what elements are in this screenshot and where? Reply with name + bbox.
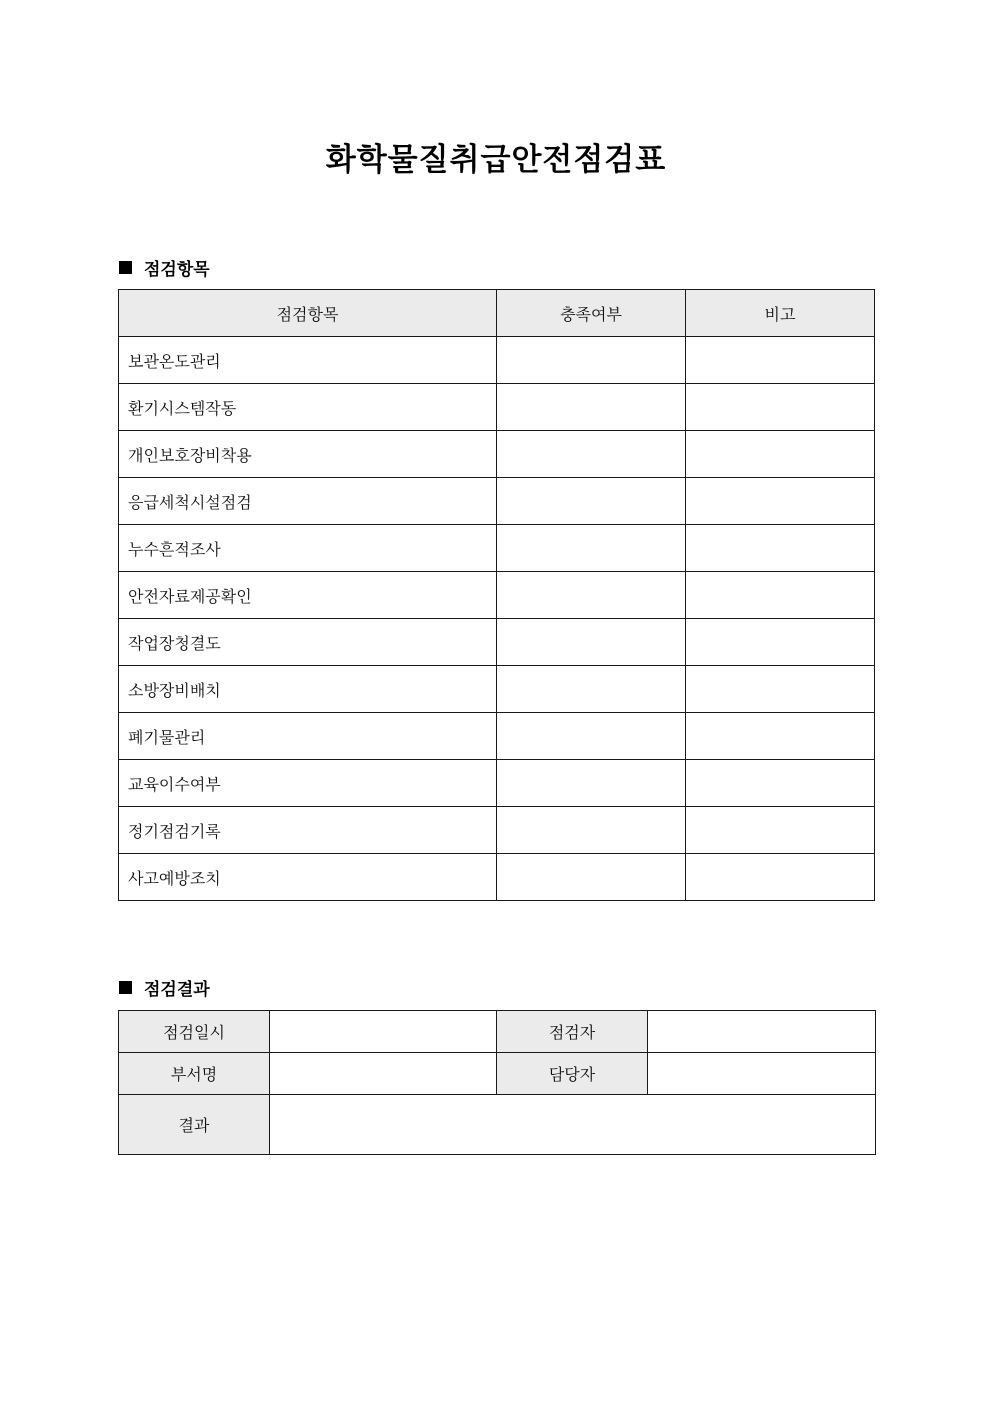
- table-row: [119, 619, 875, 666]
- item-cell: 사고예방조치: [119, 854, 497, 901]
- item-cell: 폐기물관리: [119, 713, 497, 760]
- square-bullet-icon: [119, 981, 132, 994]
- table-row: [119, 431, 875, 478]
- note-cell[interactable]: [686, 666, 875, 713]
- status-cell[interactable]: [497, 384, 686, 431]
- inspector-label: 점검자: [497, 1011, 648, 1053]
- table-row: [119, 384, 875, 431]
- document-title: 화학물질취급안전점검표: [325, 142, 667, 178]
- table-row: [119, 1011, 876, 1053]
- date-label: 점검일시: [119, 1011, 270, 1053]
- item-cell: 작업장청결도: [119, 619, 497, 666]
- table-row: [119, 1053, 876, 1095]
- table-row: [119, 713, 875, 760]
- column-header-note: 비고: [686, 290, 875, 337]
- note-cell[interactable]: [686, 713, 875, 760]
- section-heading-label: 점검항목: [144, 260, 210, 280]
- table-row: [119, 478, 875, 525]
- table-row: [119, 666, 875, 713]
- status-cell[interactable]: [497, 431, 686, 478]
- note-cell[interactable]: [686, 478, 875, 525]
- results-table: [118, 1010, 876, 1155]
- status-cell[interactable]: [497, 619, 686, 666]
- note-cell[interactable]: [686, 619, 875, 666]
- status-cell[interactable]: [497, 713, 686, 760]
- department-label: 부서명: [119, 1053, 270, 1095]
- status-cell[interactable]: [497, 337, 686, 384]
- table-row: [119, 1095, 876, 1155]
- note-cell[interactable]: [686, 337, 875, 384]
- column-header-status: 충족여부: [497, 290, 686, 337]
- item-cell: 교육이수여부: [119, 760, 497, 807]
- manager-field[interactable]: [648, 1053, 876, 1095]
- table-row: [119, 807, 875, 854]
- table-row: [119, 760, 875, 807]
- status-cell[interactable]: [497, 525, 686, 572]
- item-cell: 누수흔적조사: [119, 525, 497, 572]
- table-row: [119, 337, 875, 384]
- status-cell[interactable]: [497, 807, 686, 854]
- status-cell[interactable]: [497, 572, 686, 619]
- item-cell: 안전자료제공확인: [119, 572, 497, 619]
- check-items-table: [118, 289, 875, 901]
- section-heading-check-items: [119, 255, 210, 280]
- table-header-row: [119, 290, 875, 337]
- item-cell: 개인보호장비착용: [119, 431, 497, 478]
- note-cell[interactable]: [686, 760, 875, 807]
- note-cell[interactable]: [686, 384, 875, 431]
- note-cell[interactable]: [686, 854, 875, 901]
- department-field[interactable]: [270, 1053, 497, 1095]
- note-cell[interactable]: [686, 807, 875, 854]
- item-cell: 정기점검기록: [119, 807, 497, 854]
- square-bullet-icon: [119, 261, 132, 274]
- section-heading-results: [119, 975, 210, 1000]
- date-field[interactable]: [270, 1011, 497, 1053]
- item-cell: 응급세척시설점검: [119, 478, 497, 525]
- manager-label: 담당자: [497, 1053, 648, 1095]
- note-cell[interactable]: [686, 525, 875, 572]
- status-cell[interactable]: [497, 760, 686, 807]
- note-cell[interactable]: [686, 572, 875, 619]
- column-header-item: 점검항목: [119, 290, 497, 337]
- inspector-field[interactable]: [648, 1011, 876, 1053]
- item-cell: 보관온도관리: [119, 337, 497, 384]
- note-cell[interactable]: [686, 431, 875, 478]
- result-field[interactable]: [270, 1095, 876, 1155]
- table-row: [119, 572, 875, 619]
- status-cell[interactable]: [497, 666, 686, 713]
- result-label: 결과: [119, 1095, 270, 1155]
- status-cell[interactable]: [497, 854, 686, 901]
- table-row: [119, 854, 875, 901]
- section-heading-label: 점검결과: [144, 980, 210, 1000]
- status-cell[interactable]: [497, 478, 686, 525]
- table-row: [119, 525, 875, 572]
- item-cell: 환기시스템작동: [119, 384, 497, 431]
- item-cell: 소방장비배치: [119, 666, 497, 713]
